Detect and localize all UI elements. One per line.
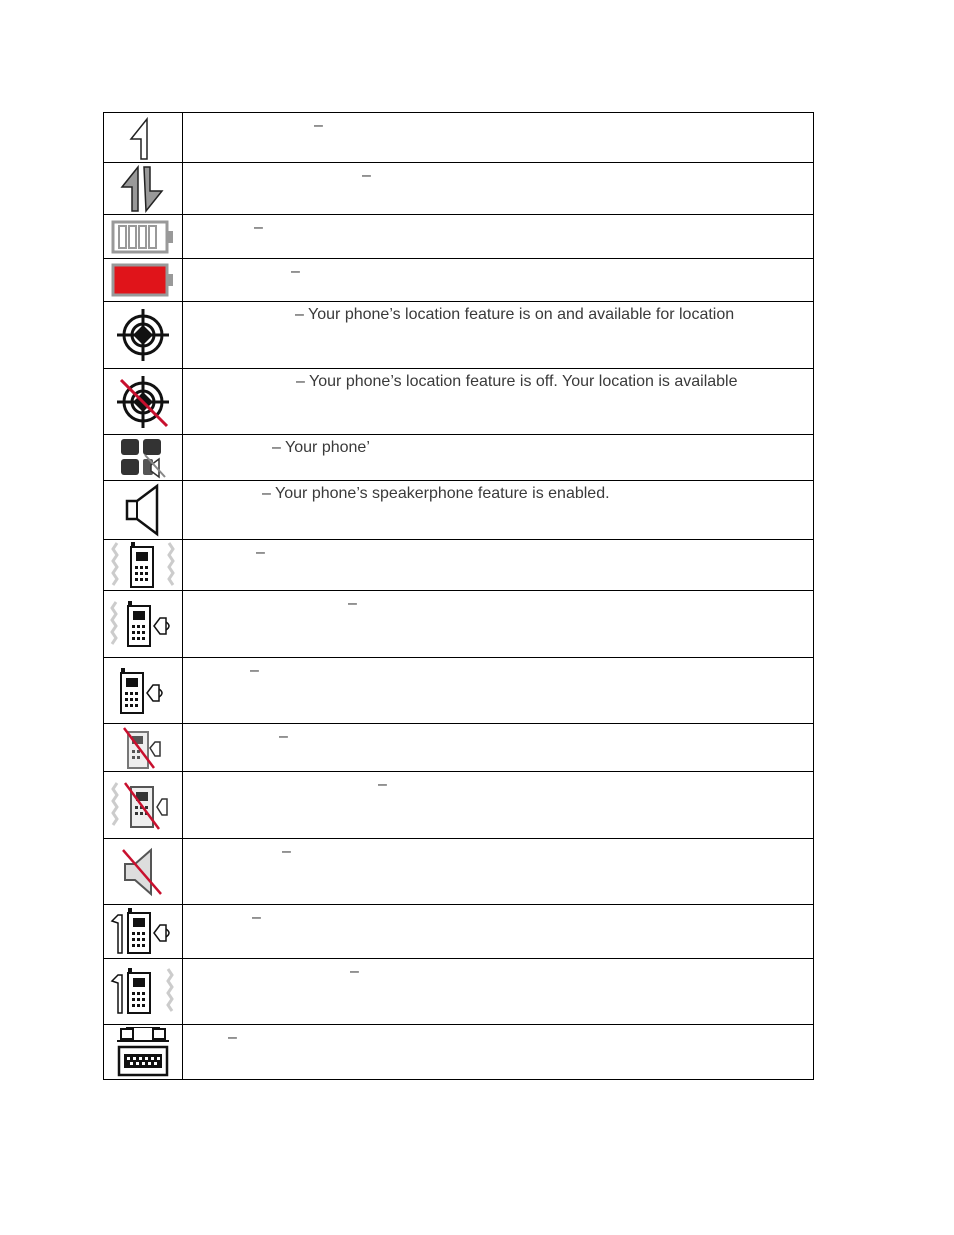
speakerphone-icon (123, 483, 163, 537)
description-text: – (291, 263, 300, 280)
1x-data-service-icon (123, 115, 163, 161)
one-beep-vibrate-icon (110, 965, 176, 1019)
icon-cell (104, 724, 183, 772)
one-beep-icon (110, 907, 176, 957)
icon-cell (104, 113, 183, 163)
description-cell (183, 1025, 814, 1080)
description-text: – (228, 1029, 237, 1046)
status-icon-table (103, 112, 814, 1080)
description-cell (183, 215, 814, 259)
table-row (104, 259, 814, 302)
location-on-icon (115, 307, 171, 363)
icon-cell (104, 905, 183, 959)
icon-cell (104, 540, 183, 591)
icon-cell (104, 1025, 183, 1080)
speaker-muted-icon (119, 846, 167, 898)
icon-cell (104, 259, 183, 302)
table-row (104, 839, 814, 905)
table-row (104, 163, 814, 215)
description-text: – (282, 843, 291, 860)
description-cell (183, 959, 814, 1025)
description-text: – (254, 219, 263, 236)
description-text: – (279, 728, 288, 745)
description-cell (183, 369, 814, 435)
table-row (104, 1025, 814, 1080)
icon-cell (104, 302, 183, 369)
description-cell (183, 302, 814, 369)
vibrate-ring-icon (110, 598, 176, 650)
description-cell (183, 772, 814, 839)
description-text: – Your phone’s location feature is on and available for location (295, 306, 735, 323)
description-cell (183, 435, 814, 481)
description-cell (183, 481, 814, 540)
ringer-off-icon (118, 726, 168, 770)
icon-cell (104, 658, 183, 724)
icon-cell (104, 481, 183, 540)
description-cell (183, 540, 814, 591)
description-cell (183, 905, 814, 959)
tty-icon (115, 1027, 171, 1077)
description-text: – (250, 662, 259, 679)
icon-cell (104, 839, 183, 905)
table-row (104, 905, 814, 959)
description-cell (183, 591, 814, 658)
icon-cell (104, 959, 183, 1025)
battery-full-icon (111, 220, 175, 254)
icon-cell (104, 435, 183, 481)
table-row (104, 302, 814, 369)
description-text: – Your phone’ (272, 439, 370, 456)
table-row (104, 724, 814, 772)
description-cell (183, 259, 814, 302)
table-row (104, 113, 814, 163)
description-cell (183, 839, 814, 905)
table-row (104, 435, 814, 481)
table-row (104, 369, 814, 435)
battery-low-icon (111, 263, 175, 297)
ringer-on-icon (117, 665, 169, 717)
description-text: – (362, 167, 371, 184)
icon-cell (104, 772, 183, 839)
description-cell (183, 724, 814, 772)
description-text: – (350, 963, 359, 980)
table-row (104, 772, 814, 839)
description-text: – (348, 595, 357, 612)
icon-cell (104, 591, 183, 658)
description-text: – Your phone’s speakerphone feature is enabled. (262, 485, 610, 502)
ringer-off-vibrate-icon (111, 779, 175, 831)
table-row (104, 658, 814, 724)
table-row (104, 215, 814, 259)
description-text: – (252, 909, 261, 926)
table-row (104, 481, 814, 540)
description-cell (183, 113, 814, 163)
description-text: – Your phone’s location feature is off. Your location is available (296, 373, 738, 390)
table-row (104, 540, 814, 591)
icon-cell (104, 163, 183, 215)
table-row (104, 959, 814, 1025)
1x-data-active-icon (118, 165, 168, 213)
description-text: – (378, 776, 387, 793)
icon-cell (104, 369, 183, 435)
description-text: – (314, 117, 323, 134)
description-cell (183, 658, 814, 724)
vibrate-icon (111, 541, 175, 589)
description-text: – (256, 544, 265, 561)
dial-keypad-muted-icon (119, 437, 167, 479)
table-row (104, 591, 814, 658)
description-cell (183, 163, 814, 215)
icon-cell (104, 215, 183, 259)
location-off-icon (115, 374, 171, 430)
